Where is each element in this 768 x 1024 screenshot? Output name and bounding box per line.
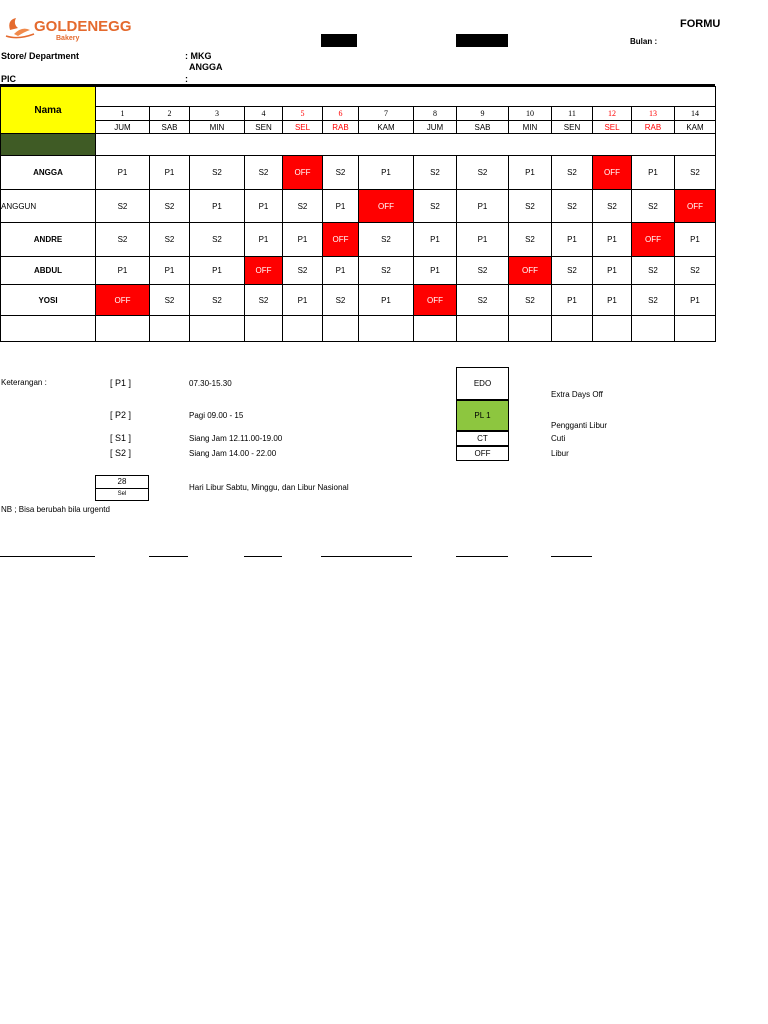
top-blank-cell [96,87,716,107]
signature-line-1 [0,556,95,557]
logo-subtext: Bakery [56,35,80,42]
shift-cell: S2 [283,257,323,285]
employee-name: ANDRE [1,223,96,257]
pl-desc: Pengganti Libur [551,421,608,430]
shift-cell: OFF [632,223,675,257]
shift-cell: OFF [323,223,359,257]
day-name: RAB [323,121,359,134]
shift-cell: P1 [509,156,552,190]
empty-cell [323,316,359,342]
shift-cell: OFF [283,156,323,190]
shift-cell: P1 [283,285,323,316]
shift-cell: P1 [593,285,632,316]
employee-row [1,285,716,316]
shift-cell: P1 [457,223,509,257]
employee-name: ANGGUN [1,190,96,223]
shift-cell: P1 [593,257,632,285]
shift-cell: P1 [593,223,632,257]
shift-cell: P1 [359,156,414,190]
day-number: 7 [359,107,414,121]
top-blank-row [1,87,716,107]
empty-cell [414,316,457,342]
shift-cell: P1 [414,223,457,257]
shift-cell: S2 [457,156,509,190]
holiday-desc: Hari Libur Sabtu, Minggu, dan Libur Nasional [189,483,349,492]
shift-cell: S2 [509,285,552,316]
shift-cell: S2 [675,257,716,285]
shift-cell: P1 [323,257,359,285]
day-number: 1 [96,107,150,121]
shift-cell: S2 [632,285,675,316]
empty-cell [632,316,675,342]
shift-cell: S2 [190,285,245,316]
s1-time: Siang Jam 12.11.00-19.00 [189,434,283,443]
shift-cell: S2 [632,257,675,285]
keterangan-label: Keterangan : [1,378,47,387]
shift-cell: S2 [150,285,190,316]
shift-cell: S2 [96,190,150,223]
shift-cell: OFF [414,285,457,316]
day-number-row [1,107,716,121]
shift-cell: P1 [150,156,190,190]
shift-cell: S2 [190,223,245,257]
separator-row [1,134,716,156]
store-label: Store/ Department [1,51,80,61]
s2-code: [ S2 ] [110,448,132,458]
empty-cell [552,316,593,342]
store-value: : MKG [185,51,212,61]
shift-cell: P1 [457,190,509,223]
shift-cell: S2 [457,285,509,316]
shift-cell: S2 [509,223,552,257]
shift-cell: P1 [245,223,283,257]
shift-cell: S2 [150,190,190,223]
off-desc: Libur [551,449,569,458]
day-name: SAB [150,121,190,134]
p1-code: [ P1 ] [110,378,132,388]
day-number: 5 [283,107,323,121]
shift-cell: P1 [245,190,283,223]
shift-cell: P1 [190,257,245,285]
empty-cell [675,316,716,342]
p1-time: 07.30-15.30 [189,379,232,388]
day-number: 10 [509,107,552,121]
signature-line-3 [244,556,282,557]
employee-row [1,156,716,190]
off-box: OFF [456,446,509,461]
shift-cell: P1 [632,156,675,190]
shift-cell: OFF [96,285,150,316]
day-name: SEN [552,121,593,134]
day-name: KAM [359,121,414,134]
employee-name: ABDUL [1,257,96,285]
redacted-box-1 [321,34,357,47]
name-value: ANGGA [189,62,223,72]
p2-code: [ P2 ] [110,410,132,420]
shift-cell: P1 [552,285,593,316]
shift-cell: S2 [245,285,283,316]
shift-cell: P1 [552,223,593,257]
empty-cell [509,316,552,342]
day-number: 11 [552,107,593,121]
day-name: MIN [190,121,245,134]
sample-day-name: Sel [95,488,149,501]
shift-cell: S2 [245,156,283,190]
employee-row [1,257,716,285]
day-number: 9 [457,107,509,121]
bulan-label: Bulan : [630,37,658,46]
day-name-row [1,121,716,134]
shift-cell: P1 [323,190,359,223]
empty-cell [96,316,150,342]
p2-time: Pagi 09.00 - 15 [189,411,244,420]
signature-line-6 [551,556,592,557]
shift-cell: S2 [190,156,245,190]
empty-cell [283,316,323,342]
shift-cell: S2 [552,190,593,223]
shift-cell: S2 [457,257,509,285]
shift-cell: P1 [96,156,150,190]
empty-cell [1,316,96,342]
shift-cell: S2 [552,156,593,190]
empty-row [1,316,716,342]
shift-cell: P1 [283,223,323,257]
shift-cell: S2 [632,190,675,223]
shift-cell: P1 [675,285,716,316]
empty-cell [593,316,632,342]
note: NB ; Bisa berubah bila urgentd [1,505,110,514]
shift-cell: OFF [359,190,414,223]
ct-desc: Cuti [551,434,566,443]
shift-cell: S2 [283,190,323,223]
edo-desc: Extra Days Off [551,390,603,399]
shift-cell: P1 [150,257,190,285]
separator-blank-cell [96,134,716,156]
employee-name: YOSI [1,285,96,316]
s1-code: [ S1 ] [110,433,132,443]
signature-line-4 [321,556,412,557]
shift-cell: S2 [552,257,593,285]
logo-text: GOLDENEGG [34,18,132,35]
signature-line-5 [456,556,508,557]
day-name: SEL [283,121,323,134]
day-name: MIN [509,121,552,134]
schedule-table [0,86,716,342]
shift-cell: S2 [323,156,359,190]
day-name: JUM [96,121,150,134]
shift-cell: OFF [675,190,716,223]
shift-cell: OFF [245,257,283,285]
employee-row [1,223,716,257]
shift-cell: S2 [359,257,414,285]
shift-cell: P1 [190,190,245,223]
shift-cell: P1 [414,257,457,285]
nama-header: Nama [1,87,96,134]
day-number: 13 [632,107,675,121]
day-number: 3 [190,107,245,121]
day-name: SEN [245,121,283,134]
shift-cell: P1 [675,223,716,257]
s2-time: Siang Jam 14.00 - 22.00 [189,449,277,458]
day-number: 4 [245,107,283,121]
redacted-box-2 [456,34,508,47]
shift-cell: S2 [509,190,552,223]
shift-cell: S2 [593,190,632,223]
day-number: 2 [150,107,190,121]
day-name: KAM [675,121,716,134]
day-number: 8 [414,107,457,121]
shift-cell: S2 [414,156,457,190]
day-name: SAB [457,121,509,134]
day-number: 14 [675,107,716,121]
shift-cell: S2 [323,285,359,316]
empty-cell [150,316,190,342]
shift-cell: S2 [150,223,190,257]
ct-box: CT [456,431,509,446]
pic-label: PIC [1,74,17,84]
day-number: 12 [593,107,632,121]
day-name: RAB [632,121,675,134]
pl-box: PL 1 [456,400,509,431]
form-title: FORMU [680,18,721,30]
empty-cell [190,316,245,342]
shift-cell: OFF [593,156,632,190]
edo-box: EDO [456,367,509,400]
shift-cell: S2 [96,223,150,257]
employee-name: ANGGA [1,156,96,190]
day-name: SEL [593,121,632,134]
goldenegg-logo [4,10,132,44]
shift-cell: OFF [509,257,552,285]
empty-cell [359,316,414,342]
shift-cell: P1 [96,257,150,285]
separator-green-cell [1,134,96,156]
shift-cell: S2 [359,223,414,257]
day-number: 6 [323,107,359,121]
sample-day-number: 28 [95,475,149,489]
shift-cell: S2 [675,156,716,190]
shift-cell: P1 [359,285,414,316]
signature-line-2 [149,556,188,557]
pic-value: : [185,74,188,84]
empty-cell [457,316,509,342]
day-name: JUM [414,121,457,134]
shift-cell: S2 [414,190,457,223]
employee-row [1,190,716,223]
empty-cell [245,316,283,342]
